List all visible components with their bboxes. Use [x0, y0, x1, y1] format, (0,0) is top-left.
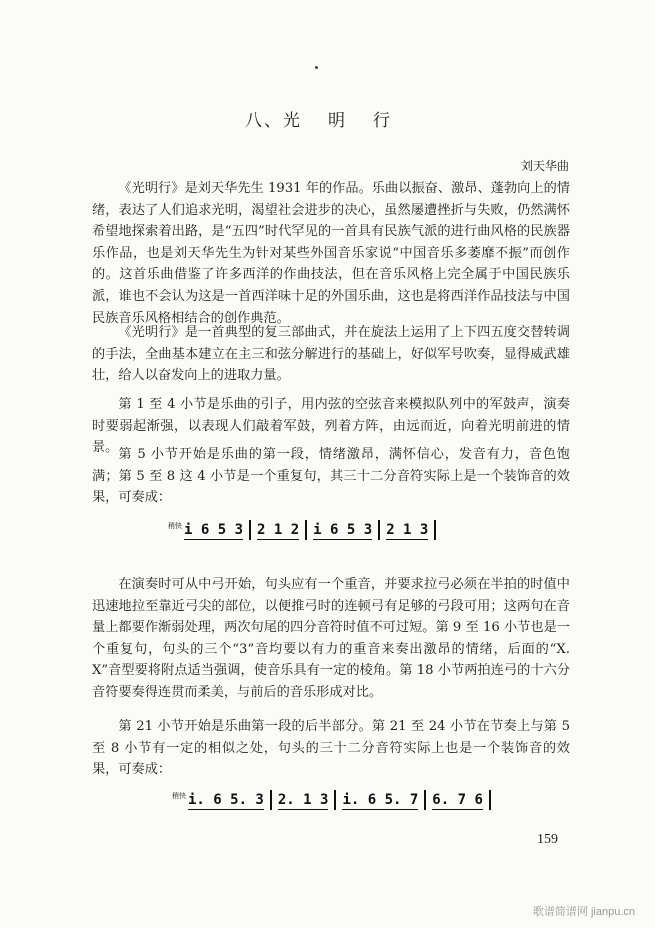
barline [489, 790, 491, 810]
barline [334, 790, 336, 810]
tempo-mark: 稍快 [168, 522, 182, 531]
notation-example-2 [172, 790, 497, 810]
measure-2: 2 1 2 [257, 522, 300, 538]
composer-credit: 刘天华曲 [520, 159, 569, 173]
barline [434, 520, 436, 540]
notation-example-1 [168, 520, 442, 540]
paragraph-second-half: 第 21 小节开始是乐曲第一段的后半部分。第 21 至 24 小节在节奏上与第 5 至 8 小节有一定的相似之处，句头的三十二分音符实际上也是一个装饰音的效果，可奏成： [92, 719, 570, 778]
tempo-mark: 稍快 [172, 792, 186, 801]
site-watermark: 歌谱简谱网 jianpu.cn [532, 906, 635, 918]
measure-4: 6. 7 6 [432, 792, 483, 808]
paragraph-performance: 在演奏时可从中弓开始，句头应有一个重音，并要求拉弓必须在半拍的时值中迅速地拉至靠近弓尖的部位，以便推弓时的连顿弓有足够的弓段可用；这两句在音量上都要作渐弱处理，两次句尾的四分音符时值不可过短。第 9 至 16 小节也是一个重复句，句头的三个“3”音均要以有力的重音来奏出激昂的情绪，后面的“X. X”音型要将附点适当强调，使音乐具有一定的棱角。第 18 小节两拍连弓的十六分音符要奏得连贯而柔美，与前后的音乐形成对比。 [92, 577, 570, 700]
measure-2: 2. 1 3 [277, 792, 329, 808]
barline [249, 520, 251, 540]
paragraph-intro-bars: 第 1 至 4 小节是乐曲的引子，用内弦的空弦音来模拟队列中的军鼓声，演奏时要弱起渐强，以表现人们敲着军鼓，列着方阵，由远而近，向着光明前进的情景。 [92, 397, 570, 456]
barline [424, 790, 426, 810]
measure-4: 2 1 3 [386, 522, 429, 538]
chapter-title [245, 106, 392, 131]
page-number: 159 [537, 832, 558, 847]
measure-3: i. 6 5. 7 [342, 792, 419, 808]
paragraph-section-one: 第 5 小节开始是乐曲的第一段，情绪激昂，满怀信心，发音有力，音色饱满；第 5 至 8 这 4 小节是一个重复句，其三十二分音符实际上是一个装饰音的效果，可奏成： [92, 447, 570, 506]
barline [378, 520, 380, 540]
barline [270, 790, 272, 810]
title-part-2: 明 [328, 111, 347, 131]
paragraph-form: 《光明行》是一首典型的复三部曲式，并在旋法上运用了上下四五度交替转调的手法，全曲基本建立在主三和弦分解进行的基础上，好似军号吹奏，显得威武雄壮，给人以奋发向上的进取力量。 [92, 325, 570, 384]
measure-1: i 6 5 3 [184, 522, 244, 538]
measure-1: i. 6 5. 3 [188, 792, 264, 808]
page-dot [315, 66, 318, 69]
barline [305, 520, 307, 540]
measure-3: i 6 5 3 [313, 522, 373, 538]
paragraph-intro: 《光明行》是刘天华先生 1931 年的作品。乐曲以振奋、激昂、蓬勃向上的情绪，表达了人们追求光明，渴望社会进步的决心，虽然屡遭挫折与失败，仍然满怀希望地探索着出路，是“五四”时代罕见的一首具有民族气派的进行曲风格的民族器乐作品，也是刘天华先生为针对某些外国音乐家说“中国音乐多萎靡不振”而创作的。这首乐曲借鉴了许多西洋的作曲技法，但在音乐风格上完全属于中国民族乐派，谁也不会认为这是一首西洋味十足的外国乐曲，这也是将西洋作品技法与中国民族音乐风格相结合的创作典范。 [92, 181, 570, 326]
title-part-1: 八、光 [245, 111, 302, 131]
title-part-3: 行 [373, 111, 392, 131]
